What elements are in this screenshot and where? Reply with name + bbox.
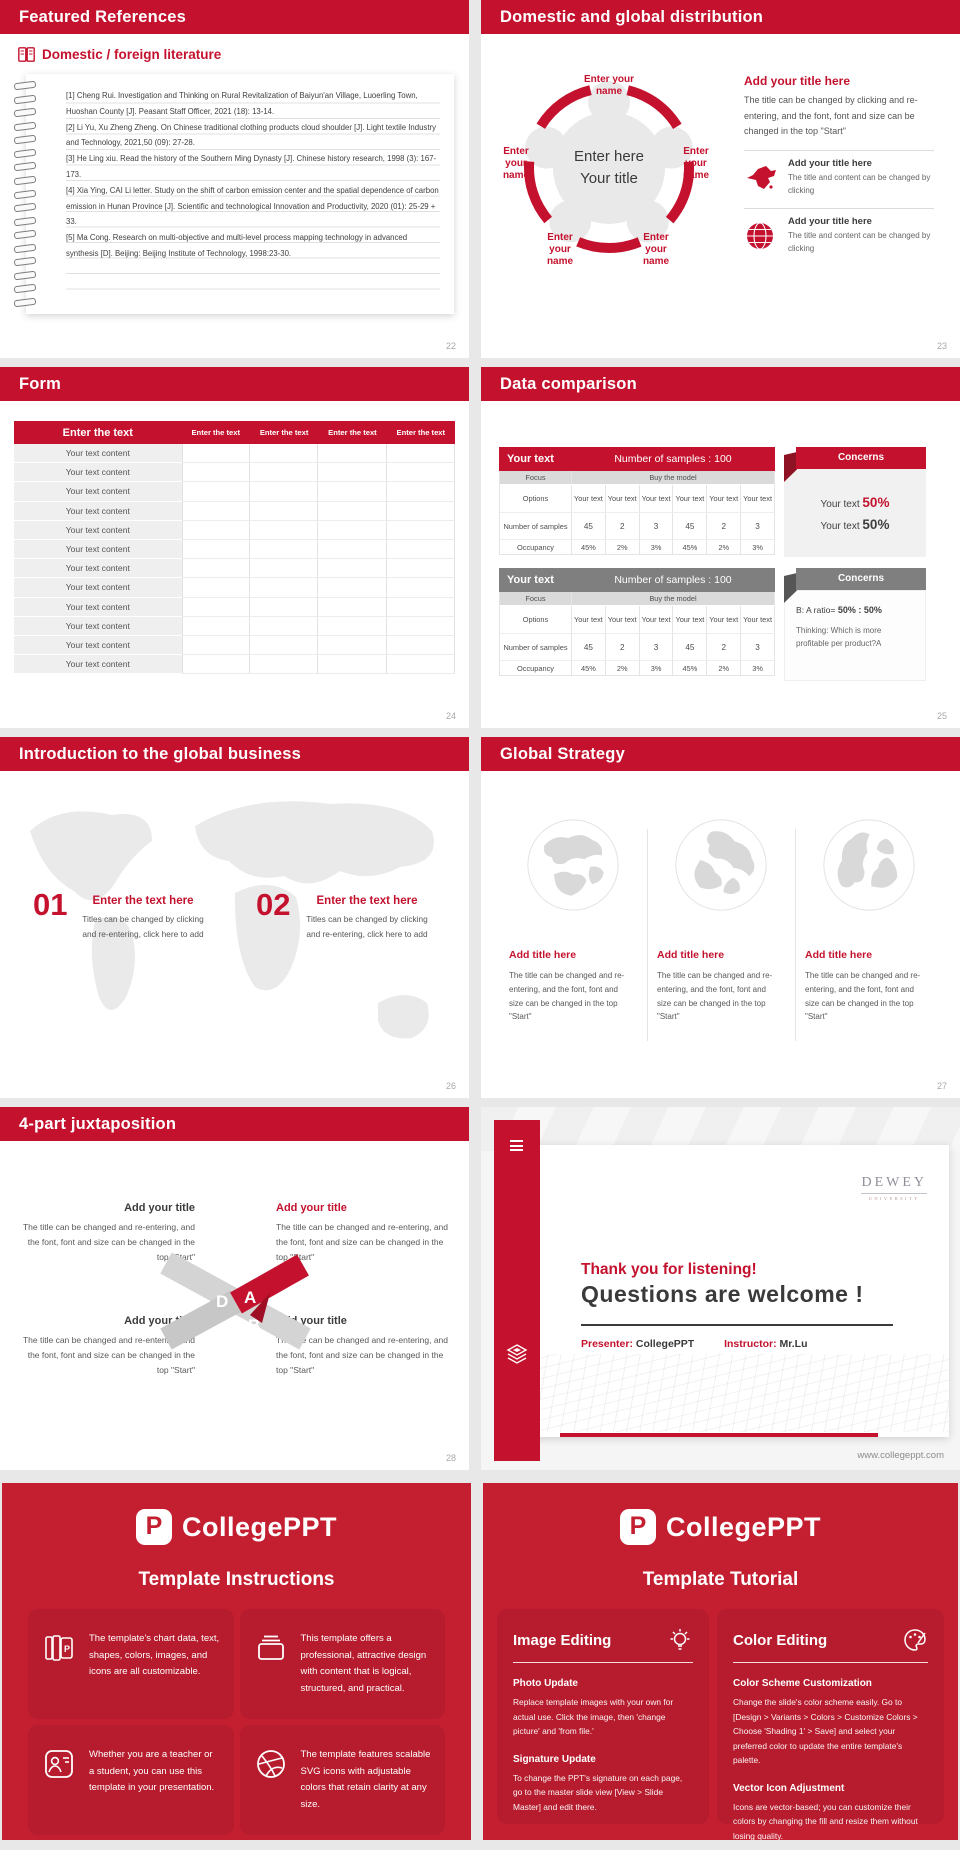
pages-icon bbox=[42, 1631, 76, 1665]
globe-icon bbox=[744, 221, 778, 251]
list-item-china bbox=[744, 158, 940, 197]
quadrant-body: The title can be changed and re-entering, and the font, font and size can be changed in the top "Start" bbox=[22, 1335, 195, 1376]
instruction-card bbox=[28, 1609, 234, 1719]
form-table bbox=[14, 421, 455, 674]
x-ribbon-graphic bbox=[158, 1247, 313, 1352]
divider bbox=[581, 1324, 893, 1326]
data-table-red bbox=[499, 447, 775, 555]
table-row-samples: Number of samples 45 2 3 45 2 3 bbox=[499, 513, 775, 540]
table-row: Your text content bbox=[14, 444, 455, 463]
literature-book-icon bbox=[18, 47, 35, 62]
table-row: Your text content bbox=[14, 463, 455, 482]
table-row: Your text content bbox=[14, 636, 455, 655]
tutorial-body: To change the PPT's signature on each page, go to the master slide view [View > Slide Master] and edit there. bbox=[513, 1772, 683, 1812]
column-body: The title can be changed and re-entering, and the font, font and size can be changed in the top "Start" bbox=[805, 971, 921, 1022]
instruction-cards bbox=[28, 1609, 445, 1822]
presenter-value: CollegePPT bbox=[635, 1338, 695, 1350]
teacher-icon bbox=[42, 1747, 76, 1781]
strategy-column bbox=[499, 817, 646, 1024]
tutorial-body: Change the slide's color scheme easily. Go to [Design > Variants > Colors > Customize Colors > Choose 'Shading 1' > Save] and select your preferred color to update the entire template's palette. bbox=[733, 1697, 918, 1765]
column-body: The title can be changed and re-entering, and the font, font and size can be changed in the top "Start" bbox=[509, 971, 625, 1022]
circle-label-left: Enter your name bbox=[502, 146, 530, 181]
table-row-samples: Number of samples 45 2 3 45 2 3 bbox=[499, 634, 775, 661]
item-body: The title and content can be changed by clicking bbox=[788, 173, 931, 195]
slide-thank-you bbox=[481, 1107, 960, 1470]
accent-bar bbox=[560, 1433, 878, 1437]
slide-title-bar: Data comparison bbox=[481, 367, 960, 401]
column-body: The title can be changed and re-entering, and the font, font and size can be changed in the top "Start" bbox=[657, 971, 773, 1022]
slide-data-comparison bbox=[481, 367, 960, 728]
reference-entry: [3] He Ling xiu. Read the history of the Southern Ming Dynasty [J]. Chinese history research, 1998 (3): 167-173. bbox=[66, 154, 437, 179]
column-header: Enter the text bbox=[62, 426, 133, 439]
reference-entry: [4] Xia Ying, CAI Li letter. Study on the shift of carbon emission center and the spatial dependence of carbon emission in Hunan Province [J]. Scientific and technological Innovation and Productivity, 2020 (01): 25-29 + 33. bbox=[66, 185, 439, 227]
concerns-line: Your text 50% bbox=[820, 494, 890, 510]
column-header: Enter the text bbox=[328, 428, 377, 437]
slide-title-bar: 4-part juxtaposition bbox=[0, 1107, 469, 1141]
table-row: Your text content bbox=[14, 598, 455, 617]
table-row: Your text content bbox=[14, 521, 455, 540]
circle-center-text bbox=[549, 146, 669, 190]
presenter-row bbox=[581, 1338, 808, 1350]
university-logo-name: DEWEY bbox=[861, 1175, 927, 1194]
item-title: Add your title here bbox=[788, 158, 872, 169]
divider bbox=[744, 150, 934, 151]
table-row-options: Options Your text Your text Your text Your text Your text Your text bbox=[499, 485, 775, 513]
collegeppt-logo-wordmark: CollegePPT bbox=[665, 1511, 822, 1542]
instruction-card bbox=[240, 1725, 446, 1835]
ribbon-letter-a: A bbox=[244, 1288, 257, 1307]
slide-title-bar: Global Strategy bbox=[481, 737, 960, 771]
divider bbox=[513, 1662, 693, 1663]
collegeppt-logo-wordmark: CollegePPT bbox=[181, 1511, 338, 1542]
table-row: Your text content bbox=[14, 578, 455, 597]
concerns-callout-gray bbox=[784, 568, 926, 681]
panel-title: Template Tutorial bbox=[642, 1569, 799, 1590]
tutorial-card-title: Image Editing bbox=[513, 1631, 612, 1649]
reference-entry: [1] Cheng Rui. Investigation and Thinking on Rural Revitalization of Baiyun'an Village, Luoerling Town, Huoshan County [J]. Peasant Staff Officer, 2021 (18): 13-14. bbox=[66, 91, 418, 116]
svg-text:P: P bbox=[64, 1644, 71, 1654]
slide-four-part bbox=[0, 1107, 469, 1470]
collegeppt-logo-badge: P bbox=[620, 1509, 656, 1545]
ribbon-letter-c: C bbox=[220, 1318, 233, 1337]
quadrant-body: The title can be changed and re-entering, and the font, font and size can be changed in the top "Start" bbox=[276, 1222, 449, 1263]
ribbon-letter-b: B bbox=[248, 1316, 261, 1335]
table-row-focus: Focus Buy the model bbox=[499, 471, 775, 485]
quadrant-body: The title can be changed and re-entering, and the font, font and size can be changed in the top "Start" bbox=[22, 1222, 195, 1263]
collegeppt-logo bbox=[483, 1509, 958, 1545]
strategy-column bbox=[795, 817, 942, 1024]
globe-illustration bbox=[653, 797, 788, 932]
instructor-label: Instructor: bbox=[724, 1338, 777, 1350]
slide-title-bar: Form bbox=[0, 367, 469, 401]
item-number: 02 bbox=[256, 887, 291, 922]
hamburger-icon bbox=[510, 1140, 523, 1154]
right-column-title: Add your title here bbox=[744, 74, 851, 88]
slide-global-business bbox=[0, 737, 469, 1098]
divider bbox=[744, 208, 934, 209]
list-item-globe bbox=[744, 216, 940, 255]
tutorial-subheading: Signature Update bbox=[513, 1753, 596, 1765]
slide-global-strategy bbox=[481, 737, 960, 1098]
circle-label-bottom-right: Enter your name bbox=[642, 232, 670, 267]
item-body: Titles can be changed by clicking and re-entering, click here to add bbox=[82, 914, 204, 939]
list-item bbox=[76, 895, 210, 941]
item-title: Enter the text here bbox=[92, 895, 194, 907]
instructor-value: Mr.Lu bbox=[779, 1338, 808, 1350]
table-row: Your text content bbox=[14, 540, 455, 559]
panel-template-instructions bbox=[2, 1483, 471, 1840]
table-row-occupancy: Occupancy 45% 2% 3% 45% 2% 3% bbox=[499, 661, 775, 676]
slide-form bbox=[0, 367, 469, 728]
page-number: 23 bbox=[936, 341, 947, 351]
references-notebook bbox=[26, 74, 454, 314]
university-logo bbox=[861, 1175, 927, 1201]
questions-line: Questions are welcome ! bbox=[581, 1281, 864, 1307]
page-number: 25 bbox=[936, 711, 947, 721]
references-list bbox=[66, 88, 440, 304]
tutorial-card-color-editing bbox=[717, 1609, 944, 1840]
collegeppt-logo bbox=[2, 1509, 471, 1545]
thank-you-card bbox=[521, 1145, 949, 1437]
table-header-row bbox=[14, 421, 455, 444]
card-text: The template's chart data, text, shapes, colors, images, and icons are all customizable. bbox=[89, 1633, 220, 1677]
item-body: Titles can be changed by clicking and re-entering, click here to add bbox=[306, 914, 428, 939]
item-title: Add your title here bbox=[788, 216, 872, 227]
archive-box-icon bbox=[254, 1631, 288, 1665]
dribbble-icon bbox=[254, 1747, 288, 1781]
university-logo-subtitle: UNIVERSITY bbox=[868, 1196, 920, 1201]
slide-title-bar: Domestic and global distribution bbox=[481, 0, 960, 34]
column-header: Enter the text bbox=[191, 428, 241, 437]
instruction-card bbox=[28, 1725, 234, 1835]
section-heading-label: Domestic / foreign literature bbox=[42, 47, 222, 62]
card-text: The template features scalable SVG icons with adjustable colors that retain clarity at any size. bbox=[300, 1749, 431, 1810]
circle-center-line1: Enter here bbox=[573, 148, 645, 165]
item-number: 01 bbox=[33, 887, 68, 922]
concerns-body bbox=[784, 590, 926, 681]
page-number: 26 bbox=[445, 1081, 456, 1091]
page-number: 28 bbox=[445, 1453, 456, 1463]
concerns-ribbon: Concerns bbox=[796, 568, 926, 590]
tutorial-subheading: Photo Update bbox=[513, 1678, 578, 1689]
table-row: Your text content bbox=[14, 502, 455, 521]
column-title: Add title here bbox=[509, 949, 577, 961]
right-column-body: The title can be changed by clicking and re-entering, and the font, font and size can be changed in the top "Start" bbox=[744, 95, 918, 136]
panel-template-tutorial bbox=[483, 1483, 958, 1840]
table-row: Your text content bbox=[14, 482, 455, 501]
website-url: www.collegeppt.com bbox=[857, 1450, 944, 1461]
globe-illustration bbox=[807, 803, 930, 926]
table-row-occupancy: Occupancy 45% 2% 3% 45% 2% 3% bbox=[499, 540, 775, 555]
table-row: Your text content bbox=[14, 617, 455, 636]
tutorial-body: Replace template images with your own for actual use. Click the image, then 'change picture' and 'from file.' bbox=[513, 1697, 674, 1736]
reference-entry: [2] Li Yu, Xu Zheng Zheng. On Chinese traditional clothing products cloud shoulder [J]. Light textile Industry and Technology, 2021,50 (09): 27-28. bbox=[66, 122, 436, 148]
layers-icon bbox=[505, 1342, 529, 1366]
section-heading bbox=[18, 47, 221, 62]
concerns-body bbox=[784, 469, 926, 557]
table-row-options: Options Your text Your text Your text Your text Your text Your text bbox=[499, 606, 775, 634]
strategy-column bbox=[647, 817, 794, 1024]
item-body: The title and content can be changed by clicking bbox=[788, 231, 931, 253]
table-row: Your text content bbox=[14, 559, 455, 578]
tutorial-card-title: Color Editing bbox=[733, 1631, 828, 1649]
quadrant-title: Add your title bbox=[124, 1315, 195, 1327]
table-header-row: Your text Number of samples : 100 bbox=[499, 568, 775, 592]
palette-icon bbox=[902, 1627, 928, 1653]
instruction-card bbox=[240, 1609, 446, 1719]
slide-title-bar: Introduction to the global business bbox=[0, 737, 469, 771]
spiral-binding bbox=[14, 82, 40, 306]
slide-featured-references bbox=[0, 0, 469, 358]
tutorial-card-image-editing bbox=[497, 1609, 709, 1824]
tutorial-subheading: Color Scheme Customization bbox=[733, 1678, 872, 1689]
tutorial-subheading: Vector Icon Adjustment bbox=[733, 1782, 845, 1794]
quadrant-title: Add your title bbox=[124, 1202, 195, 1214]
wireframe-mesh bbox=[521, 1354, 949, 1432]
thanks-line: Thank you for listening! bbox=[581, 1261, 757, 1278]
lightbulb-icon bbox=[667, 1627, 693, 1653]
page-number: 22 bbox=[445, 341, 456, 351]
page-number: 27 bbox=[936, 1081, 947, 1091]
table-row: Your text content bbox=[14, 655, 455, 674]
item-title: Enter the text here bbox=[316, 895, 418, 907]
ribbon-letter-d: D bbox=[216, 1292, 229, 1311]
quadrant-title: Add your title bbox=[276, 1202, 347, 1214]
circle-label-top: Enter your name bbox=[584, 74, 635, 97]
table-row-focus: Focus Buy the model bbox=[499, 592, 775, 606]
red-sidebar bbox=[494, 1120, 540, 1461]
concerns-ribbon: Concerns bbox=[796, 447, 926, 469]
panel-title: Template Instructions bbox=[138, 1569, 335, 1590]
column-header: Enter the text bbox=[396, 428, 446, 437]
concerns-line: Your text 50% bbox=[820, 516, 890, 532]
circle-center-line2: Your title bbox=[580, 170, 638, 187]
quadrant-body: The title can be changed and re-entering, and the font, font and size can be changed in the top "Start" bbox=[276, 1335, 449, 1376]
page-number: 24 bbox=[445, 711, 456, 721]
column-title: Add title here bbox=[805, 949, 873, 961]
tutorial-card-header bbox=[513, 1627, 693, 1653]
presenter-label: Presenter: bbox=[581, 1338, 633, 1350]
reference-entry: [5] Ma Cong. Research on multi-objective and multi-level process mapping technology in advanced synthesis [D]. Beijing: Beijing Institute of Technology, 1998:23-30. bbox=[66, 233, 408, 258]
table-header-row: Your text Number of samples : 100 bbox=[499, 447, 775, 471]
data-table-gray bbox=[499, 568, 775, 676]
column-title: Add title here bbox=[657, 949, 725, 961]
card-text: This template offers a professional, attractive design with content that is logical, structured, and practical. bbox=[300, 1633, 427, 1694]
concerns-callout-red bbox=[784, 447, 926, 557]
china-map-icon bbox=[744, 163, 778, 193]
concerns-thinking-line: Thinking: Which is more profitable per product?A bbox=[796, 626, 882, 648]
card-text: Whether you are a teacher or a student, you can use this template in your presentation. bbox=[89, 1749, 215, 1793]
column-header: Enter the text bbox=[259, 428, 309, 437]
tutorial-card-header bbox=[733, 1627, 928, 1653]
slide-distribution bbox=[481, 0, 960, 358]
globe-illustration bbox=[525, 817, 621, 913]
circle-label-right: Enter your name bbox=[682, 146, 710, 181]
slide-title-bar: Featured References bbox=[0, 0, 469, 34]
collegeppt-logo-badge: P bbox=[136, 1509, 172, 1545]
concerns-ratio-line: B: A ratio= 50% : 50% bbox=[796, 605, 882, 615]
circle-label-bottom-left: Enter your name bbox=[546, 232, 574, 267]
tutorial-body: Icons are vector-based; you can customize their colors by changing the fill and resize them without losing quality. bbox=[733, 1801, 918, 1840]
list-item bbox=[300, 895, 434, 941]
quadrant-title: Add your title bbox=[276, 1315, 347, 1327]
divider bbox=[733, 1662, 928, 1663]
